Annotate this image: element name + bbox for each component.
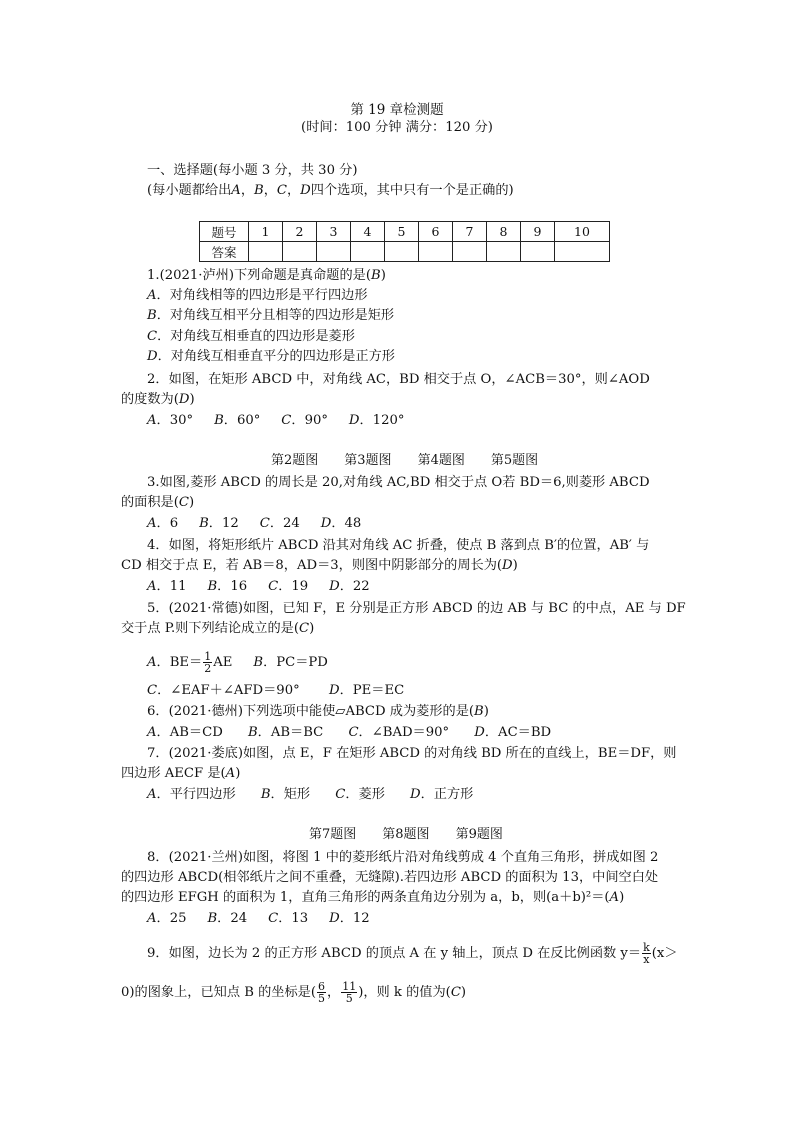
section-note: (每小题都给出A，B，C，D四个选项，其中只有一个是正确的) <box>147 183 514 198</box>
answer-cell[interactable] <box>419 242 453 262</box>
table-label-question: 题号 <box>200 222 249 242</box>
question-6-options: A．AB＝CD B．AB＝BC C．∠BAD＝90° D．AC＝BD <box>147 725 552 740</box>
fraction-k-over-x: $\frac{k}{x}$ <box>643 941 650 966</box>
question-3-stem-cont: 的面积是(C) <box>121 495 195 510</box>
fraction-eleven-fifths: $\frac{11}{5}$ <box>342 980 357 1005</box>
table-number: 8 <box>487 222 521 242</box>
table-number: 9 <box>521 222 555 242</box>
question-7-stem: 7．(2021·娄底)如图，点 E，F 在矩形 ABCD 的对角线 BD 所在的直线上，BE＝DF，则 <box>147 746 677 761</box>
figure-caption: 第9题图 <box>455 827 503 842</box>
question-7-options: A．平行四边形 B．矩形 C．菱形 D．正方形 <box>147 787 474 802</box>
figure-caption: 第8题图 <box>382 827 430 842</box>
figure-captions-row-2 <box>309 826 529 844</box>
answer-table <box>199 221 610 262</box>
question-9-stem: 9．如图，边长为 2 的正方形 ABCD 的顶点 A 在 y 轴上，顶点 D 在反比例函数 y＝ $\frac{k}{x}$ (x＞ <box>147 941 678 966</box>
question-2-stem: 2．如图，在矩形 ABCD 中，对角线 AC，BD 相交于点 O，∠ACB＝30°，则∠AOD <box>147 372 650 387</box>
question-7-stem-cont: 四边形 AECF 是(A) <box>121 766 241 781</box>
answer-table-answer-row <box>200 242 610 262</box>
page-subtitle: (时间：100 分钟 满分：120 分) <box>301 120 493 135</box>
answer-cell[interactable] <box>521 242 555 262</box>
question-5-stem-cont: 交于点 P.则下列结论成立的是(C) <box>121 621 315 636</box>
figure-caption: 第4题图 <box>417 453 465 468</box>
table-number: 2 <box>283 222 317 242</box>
answer-cell[interactable] <box>555 242 610 262</box>
figure-caption: 第5题图 <box>490 453 539 468</box>
answer-cell[interactable] <box>385 242 419 262</box>
answer-cell[interactable] <box>317 242 351 262</box>
question-4-options: A．11 B．16 C．19 D．22 <box>147 579 370 594</box>
table-number: 5 <box>385 222 419 242</box>
figure-captions-row-1 <box>271 452 564 470</box>
figure-caption: 第2题图 <box>271 453 319 468</box>
question-3-options: A．6 B．12 C．24 D．48 <box>147 516 362 531</box>
question-1-option-a: A．对角线相等的四边形是平行四边形 <box>147 288 368 303</box>
answer-cell[interactable] <box>283 242 317 262</box>
question-5-options-ab: A．BE＝ $\frac{1}{2}$ AE B．PC＝PD <box>147 650 328 675</box>
question-8-stem: 8．(2021·兰州)如图，将图 1 中的菱形纸片沿对角线剪成 4 个直角三角形，拼成如图 2 <box>147 850 659 865</box>
question-5-options-cd: C．∠EAF＋∠AFD＝90° D．PE＝EC <box>147 683 405 698</box>
answer-cell[interactable] <box>453 242 487 262</box>
table-number: 3 <box>317 222 351 242</box>
fraction-six-fifths: $\frac{6}{5}$ <box>318 980 326 1005</box>
fraction-one-half: $\frac{1}{2}$ <box>204 650 212 675</box>
question-1-option-d: D．对角线互相垂直平分的四边形是正方形 <box>147 349 395 364</box>
question-9-stem-cont: 0)的图象上，已知点 B 的坐标是( $\frac{6}{5}$ ， $\frac{11}{5}$ )，则 k 的值为(C) <box>121 980 467 1005</box>
section-heading: 一、选择题(每小题 3 分，共 30 分) <box>147 163 358 178</box>
question-6-stem: 6．(2021·德州)下列选项中能使▱ABCD 成为菱形的是(B) <box>147 704 489 719</box>
question-2-stem-cont: 的度数为(D) <box>121 392 195 407</box>
answer-cell[interactable] <box>249 242 283 262</box>
answer-table-header-row <box>200 222 610 242</box>
question-8-stem-cont-2: 的四边形 EFGH 的面积为 1，直角三角形的两条直角边分别为 a，b，则(a＋b)²＝(A) <box>121 890 625 905</box>
question-8-options: A．25 B．24 C．13 D．12 <box>147 911 370 926</box>
table-number: 7 <box>453 222 487 242</box>
table-number: 1 <box>249 222 283 242</box>
table-number: 10 <box>555 222 610 242</box>
figure-caption: 第3题图 <box>344 453 392 468</box>
table-number: 4 <box>351 222 385 242</box>
answer-cell[interactable] <box>487 242 521 262</box>
question-1-option-b: B．对角线互相平分且相等的四边形是矩形 <box>147 308 395 323</box>
page-title: 第 19 章检测题 <box>350 102 444 118</box>
question-8-stem-cont-1: 的四边形 ABCD(相邻纸片之间不重叠，无缝隙).若四边形 ABCD 的面积为 13，中间空白处 <box>121 870 659 885</box>
question-3-stem: 3.如图,菱形 ABCD 的周长是 20,对角线 AC,BD 相交于点 O若 BD＝6,则菱形 ABCD <box>147 475 650 490</box>
question-4-stem: 4．如图，将矩形纸片 ABCD 沿其对角线 AC 折叠，使点 B 落到点 B′的位置，AB′ 与 <box>147 538 650 553</box>
question-1-stem: 1.(2021·泸州)下列命题是真命题的是(B) <box>147 268 386 283</box>
question-1-option-c: C．对角线互相垂直的四边形是菱形 <box>147 329 355 344</box>
table-number: 6 <box>419 222 453 242</box>
figure-caption: 第7题图 <box>309 827 357 842</box>
question-5-stem: 5．(2021·常德)如图，已知 F，E 分别是正方形 ABCD 的边 AB 与 BC 的中点，AE 与 DF <box>147 601 686 616</box>
answer-cell[interactable] <box>351 242 385 262</box>
table-label-answer: 答案 <box>200 242 249 262</box>
question-4-stem-cont: CD 相交于点 E，若 AB＝8，AD＝3，则图中阴影部分的周长为(D) <box>121 558 518 573</box>
question-2-options: A．30° B．60° C．90° D．120° <box>147 413 405 428</box>
